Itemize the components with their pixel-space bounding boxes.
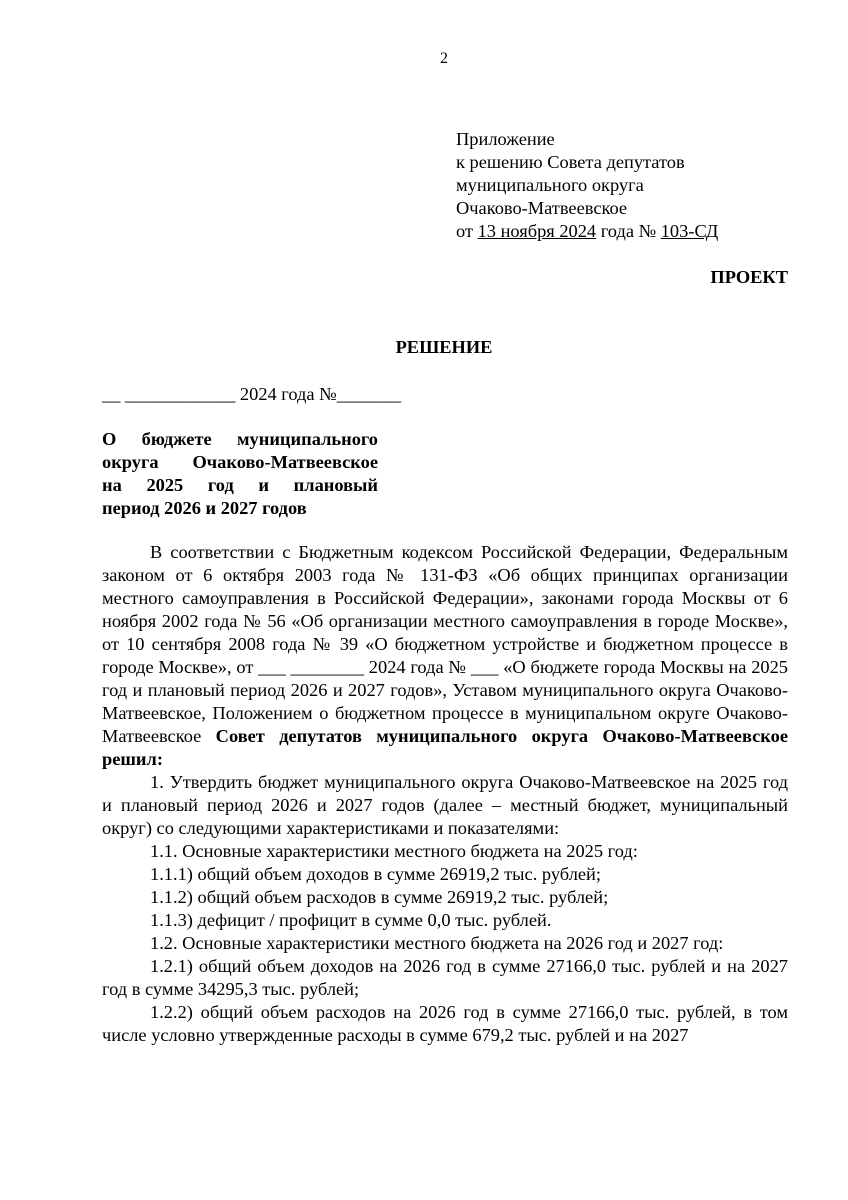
body-text <box>102 541 788 1047</box>
page-number: 2 <box>440 50 448 67</box>
item-paragraph: 1.2. Основные характеристики местного бюджета на 2026 год и 2027 год: <box>150 933 724 953</box>
appendix-block <box>456 128 816 243</box>
item-paragraph: 1.2.2) общий объем расходов на 2026 год в сумме 27166,0 тыс. рублей, в том числе условно утвержденные расходы в сумме 679,2 тыс. рублей и на 2027 <box>102 1002 788 1045</box>
appendix-line: Приложение <box>456 129 555 149</box>
appendix-date: 13 ноября 2024 <box>477 221 597 241</box>
appendix-line: Очаково-Матвеевское <box>456 198 628 218</box>
subject-line: на 2025 год и плановый <box>102 475 378 495</box>
item-paragraph: 1.1. Основные характеристики местного бюджета на 2025 год: <box>150 841 638 861</box>
subject-line: О бюджете муниципального <box>102 429 378 449</box>
preamble-resolution: Совет депутатов муниципального округа Очаково-Матвеевское решил: <box>102 726 788 769</box>
item-paragraph: 1.1.1) общий объем доходов в сумме 26919,2 тыс. рублей; <box>150 864 601 884</box>
appendix-date-prefix: от <box>456 221 478 241</box>
appendix-line: к решению Совета депутатов <box>456 152 685 172</box>
appendix-date-middle: года № <box>596 221 661 241</box>
decision-title: РЕШЕНИЕ <box>395 337 493 357</box>
item-paragraph: 1.2.1) общий объем доходов на 2026 год в сумме 27166,0 тыс. рублей и на 2027 год в сумме 34295,3 тыс. рублей; <box>102 956 788 999</box>
subject-line: округа Очаково-Матвеевское <box>102 452 378 472</box>
preamble-paragraph <box>102 541 788 771</box>
decision-date-line: __ ____________ 2024 года №_______ <box>102 384 402 404</box>
item-paragraph: 1.1.3) дефицит / профицит в сумме 0,0 тыс. рублей. <box>150 910 552 930</box>
item-paragraph: 1. Утвердить бюджет муниципального округа Очаково-Матвеевское на 2025 год и плановый период 2026 и 2027 годов (далее – местный бюджет, муниципальный округ) со следующими характеристиками и показателями: <box>102 772 788 838</box>
decision-subject <box>102 428 378 520</box>
preamble-text: В соответствии с Бюджетным кодексом Российской Федерации, Федеральным законом от 6 октября 2003 года № 131-ФЗ «Об общих принципах организации местного самоуправления в Российской Федерации», законами города Москвы от 6 ноября 2002 года № 56 «Об организации местного самоуправления в городе Москве», от 10 сентября 2008 года № 39 «О бюджетном устройстве и бюджетном процессе в городе Москве», от ___ ________ 2024 года № ___ «О бюджете города Москвы на 2025 год и плановый период 2026 и 2027 годов», Уставом муниципального округа Очаково-Матвеевское, Положением о бюджетном процессе в муниципальном округе Очаково-Матвеевское <box>102 542 788 746</box>
appendix-number: 103-СД <box>660 221 719 241</box>
subject-line: период 2026 и 2027 годов <box>102 498 307 518</box>
appendix-date-line <box>456 220 816 243</box>
project-label: ПРОЕКТ <box>710 267 788 287</box>
item-paragraph: 1.1.2) общий объем расходов в сумме 26919,2 тыс. рублей; <box>150 887 609 907</box>
appendix-line: муниципального округа <box>456 175 644 195</box>
